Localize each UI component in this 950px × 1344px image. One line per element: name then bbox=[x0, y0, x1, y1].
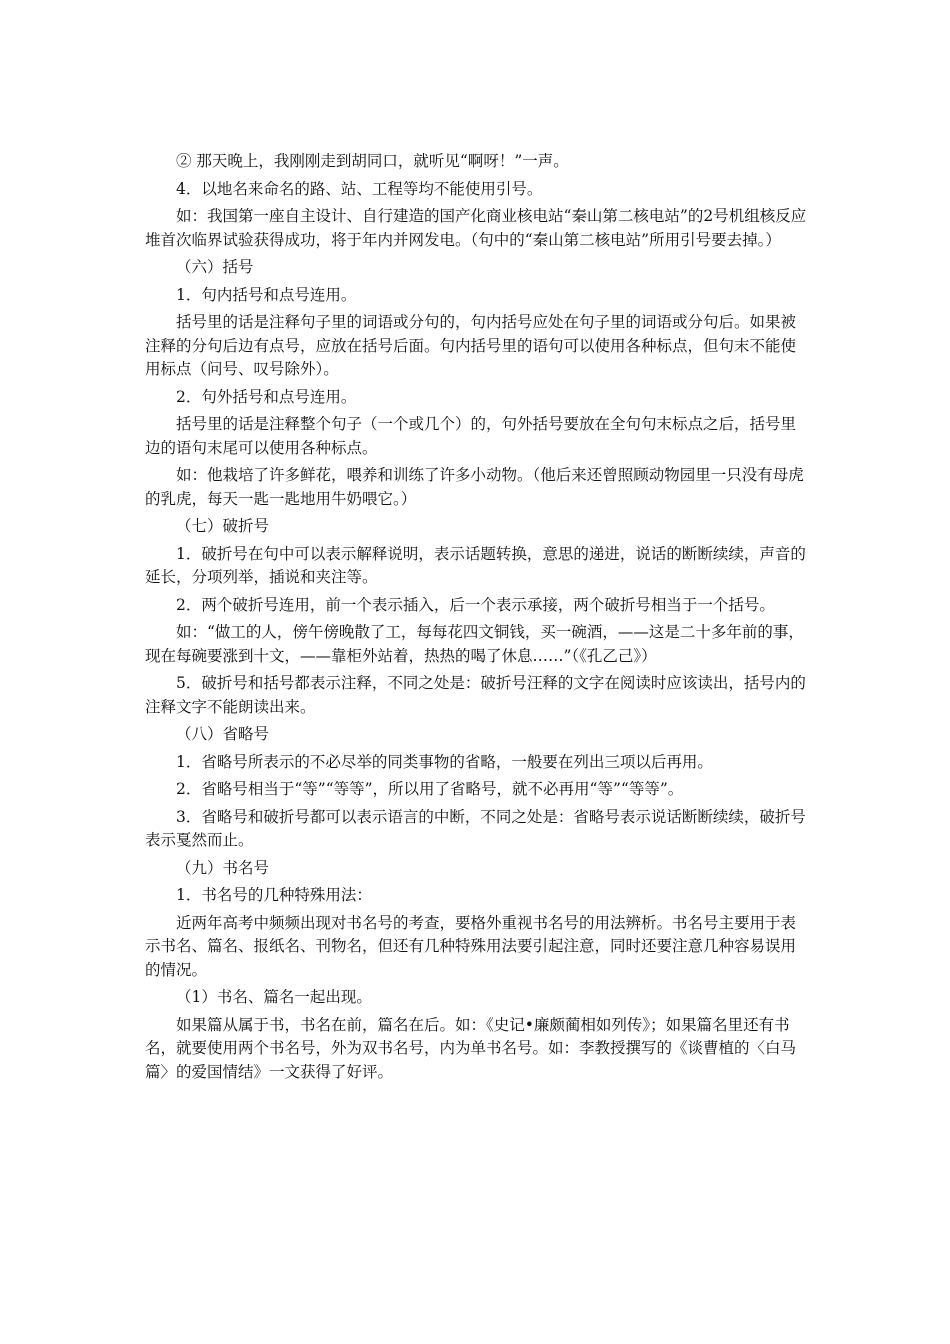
paragraph-example-quote: ② 那天晚上，我刚刚走到胡同口，就听见“啊呀！”一声。 bbox=[176, 152, 569, 170]
paragraph-example-flowers: 如：他栽培了许多鲜花，喂养和训练了许多小动物。（他后来还曾照顾动物园里一只没有母虎的乳虎，每天一匙一匙地用牛奶喂它。） bbox=[145, 466, 804, 508]
document-body bbox=[145, 150, 810, 1088]
paragraph-rule-outer-brackets: 2．句外括号和点号连用。 bbox=[176, 387, 357, 406]
paragraph-rule-double-dash: 2．两个破折号连用，前一个表示插入，后一个表示承接，两个破折号相当于一个括号。 bbox=[176, 595, 775, 614]
paragraph-rule-place-names: 4．以地名来命名的路、站、工程等均不能使用引号。 bbox=[176, 179, 543, 198]
paragraph-rule-title-marks-special: 1．书名号的几种特殊用法： bbox=[176, 886, 372, 904]
paragraph-outer-brackets-explanation: 括号里的话是注释整个句子（一个或几个）的，句外括号要放在全句句末标点之后，括号里边的语句末尾可以使用各种标点。 bbox=[145, 415, 797, 457]
section-heading-brackets: （六）括号 bbox=[176, 258, 254, 276]
paragraph-rule-ellipsis-vs-dash: 3．省略号和破折号都可以表示语言的中断，不同之处是：省略号表示说话断断续续，破折号表示戛然而止。 bbox=[145, 807, 806, 849]
paragraph-rule-inner-brackets: 1．句内括号和点号连用。 bbox=[176, 285, 357, 304]
paragraph-rule-dash-vs-brackets: 5．破折号和括号都表示注释，不同之处是：破折号汪释的文字在阅读时应该读出，括号内的注释文字不能朗读出来。 bbox=[145, 674, 806, 716]
paragraph-rule-dash-uses: 1．破折号在句中可以表示解释说明，表示话题转换，意思的递进，说话的断断续续，声音的延长，分项列举，插说和夹注等。 bbox=[145, 544, 806, 586]
paragraph-rule-ellipsis-etc: 2．省略号相当于“等”“等等”，所以用了省略号，就不必再用“等”“等等”。 bbox=[176, 780, 684, 798]
section-heading-dash: （七）破折号 bbox=[176, 517, 270, 535]
paragraph-book-and-chapter-explanation: 如果篇从属于书，书名在前，篇名在后。如：《史记•廉颇蔺相如列传》；如果篇名里还有书名，就要使用两个书名号，外为双书名号，内为单书名号。如：李教授撰写的《谈曹植的〈白马篇〉的爱国情结》一文获得了好评。 bbox=[145, 1015, 797, 1081]
paragraph-title-marks-explanation: 近两年高考中频频出现对书名号的考查，要格外重视书名号的用法辨析。书名号主要用于表示书名、篇名、报纸名、刊物名，但还有几种特殊用法要引起注意，同时还要注意几种容易误用的情况。 bbox=[145, 913, 797, 979]
paragraph-rule-ellipsis-items: 1．省略号所表示的不必尽举的同类事物的省略，一般要在列出三项以后再用。 bbox=[176, 752, 713, 771]
section-heading-ellipsis: （八）省略号 bbox=[176, 725, 270, 743]
paragraph-rule-book-and-chapter: （1）书名、篇名一起出现。 bbox=[176, 988, 372, 1006]
paragraph-example-kong-yiji: 如：“做工的人，傍午傍晚散了工，每每花四文铜钱，买一碗酒，——这是二十多年前的事，现在每碗要涨到十文，——靠柜外站着，热热的喝了休息……”（《孔乙己》） bbox=[145, 623, 804, 665]
paragraph-inner-brackets-explanation: 括号里的话是注释句子里的词语或分句的，句内括号应处在句子里的词语或分句后。如果被注释的分句后边有点号，应放在括号后面。句内括号里的语句可以使用各种标点，但句末不能使用标点（问号、叹号除外）。 bbox=[145, 313, 797, 378]
paragraph-example-nuclear-plant: 如：我国第一座自主设计、自行建造的国产化商业核电站“秦山第二核电站”的2号机组核反应堆首次临界试验获得成功，将于年内并网发电。（句中的“秦山第二核电站”所用引号要去掉。） bbox=[145, 207, 807, 249]
section-heading-title-marks: （九）书名号 bbox=[176, 858, 270, 877]
